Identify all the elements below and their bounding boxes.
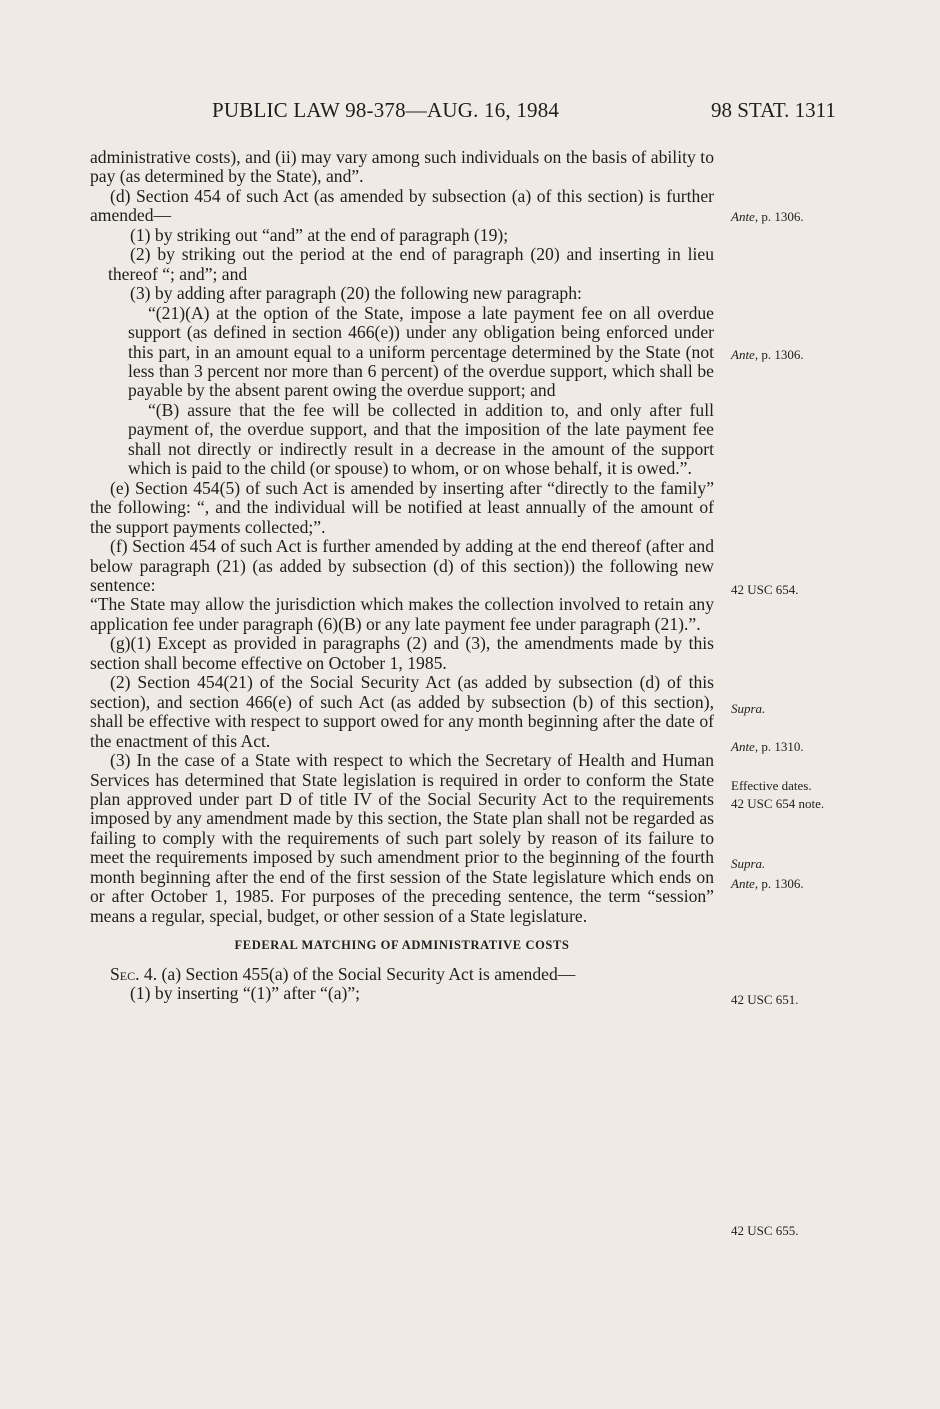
margin-note-effective-dates: Effective dates. (731, 778, 812, 793)
paragraph-section-4-item-1: (1) by inserting “(1)” after “(a)”; (130, 983, 361, 1004)
margin-note: Supra. (731, 856, 766, 871)
margin-note: 42 USC 654. (731, 582, 799, 597)
statute-page-number: 98 STAT. 1311 (711, 98, 836, 122)
paragraph-continuation: administrative costs), and (ii) may vary among such individuals on the basis of ability to pay (as determined by the State), and”. (90, 147, 714, 187)
paragraph-section-4 (90, 965, 714, 984)
section-4-label: Sec. 4. (110, 963, 158, 984)
paragraph-21b: “(B) assure that the fee will be collected in addition to, and only after full payment of, the overdue support, and that the imposition of the late payment fee shall not directly or indirectly result in a decrease in the amount of the support which is paid to the child (or spouse) to whom, or on whose behalf, it is owed.”. (128, 399, 714, 479)
paragraph-subsection-d: (d) Section 454 of such Act (as amended by subsection (a) of this section) is further amended— (90, 185, 714, 226)
paragraph-subsection-f: (f) Section 454 of such Act is further amended by adding at the end thereof (after and below paragraph (21) (as added by subsection (d) of this section)) the following new sentence: (90, 536, 714, 595)
margin-note: Ante, p. 1306. (731, 209, 804, 224)
paragraph-subsection-e: (e) Section 454(5) of such Act is amended by inserting after “directly to the family” the following: “, and the individual will be notified at least annually of the amount of the support payments collected;”. (90, 477, 714, 537)
page-header (0, 98, 940, 126)
margin-note: Ante, p. 1310. (731, 739, 804, 754)
paragraph-subsection-g1: (g)(1) Except as provided in paragraphs (2) and (3), the amendments made by this section shall become effective on October 1, 1985. (90, 633, 714, 673)
public-law-title: PUBLIC LAW 98-378—AUG. 16, 1984 (212, 98, 560, 122)
margin-note: Ante, p. 1306. (731, 876, 804, 891)
margin-note: Ante, p. 1306. (731, 347, 804, 362)
paragraph-item-2: (2) by striking out the period at the end of paragraph (20) and inserting in lieu thereof “; and”; and (108, 244, 714, 284)
margin-note: 42 USC 655. (731, 1223, 799, 1238)
paragraph-item-1: (1) by striking out “and” at the end of paragraph (19); (130, 224, 509, 245)
margin-note: 42 USC 651. (731, 992, 799, 1007)
margin-note: 42 USC 654 note. (731, 796, 825, 811)
paragraph-subsection-g3: (3) In the case of a State with respect to which the Secretary of Health and Human Services has determined that State legislation is required in order to conform the State plan approved under part D of title IV of the Social Security Act to the requirements imposed by any amendment made by this section, the State plan shall not be regarded as failing to comply with the requirements of such part solely by reason of its failure to meet the requirements imposed by such amendment prior to the beginning of the fourth month beginning after the end of the first session of the State legislature which ends on or after October 1, 1985. For purposes of the preceding sentence, the term “session” means a regular, special, budget, or other session of a State legislature. (90, 750, 714, 926)
paragraph-subsection-g2: (2) Section 454(21) of the Social Security Act (as added by subsection (d) of this section), and section 466(e) of such Act (as added by subsection (b) of this section), shall be effective with respect to support owed for any month beginning after the date of the enactment of this Act. (90, 672, 714, 751)
body-text (90, 148, 714, 1003)
paragraph-item-3: (3) by adding after paragraph (20) the following new paragraph: (130, 283, 582, 304)
section-heading: FEDERAL MATCHING OF ADMINISTRATIVE COSTS (234, 938, 570, 953)
section-4-text: (a) Section 455(a) of the Social Security Act is amended— (161, 963, 576, 984)
paragraph-new-sentence: “The State may allow the jurisdiction which makes the collection involved to retain any application fee under paragraph (6)(B) or any late payment fee under paragraph (21).”. (90, 594, 714, 634)
paragraph-21a: “(21)(A) at the option of the State, impose a late payment fee on all overdue support (as defined in section 466(e)) under any obligation being enforced under this part, in an amount equal to a uniform percentage determined by the State (not less than 3 percent nor more than 6 percent) of the overdue support, which shall be payable by the absent parent owing the overdue support; and (128, 302, 714, 401)
margin-note: Supra. (731, 701, 766, 716)
